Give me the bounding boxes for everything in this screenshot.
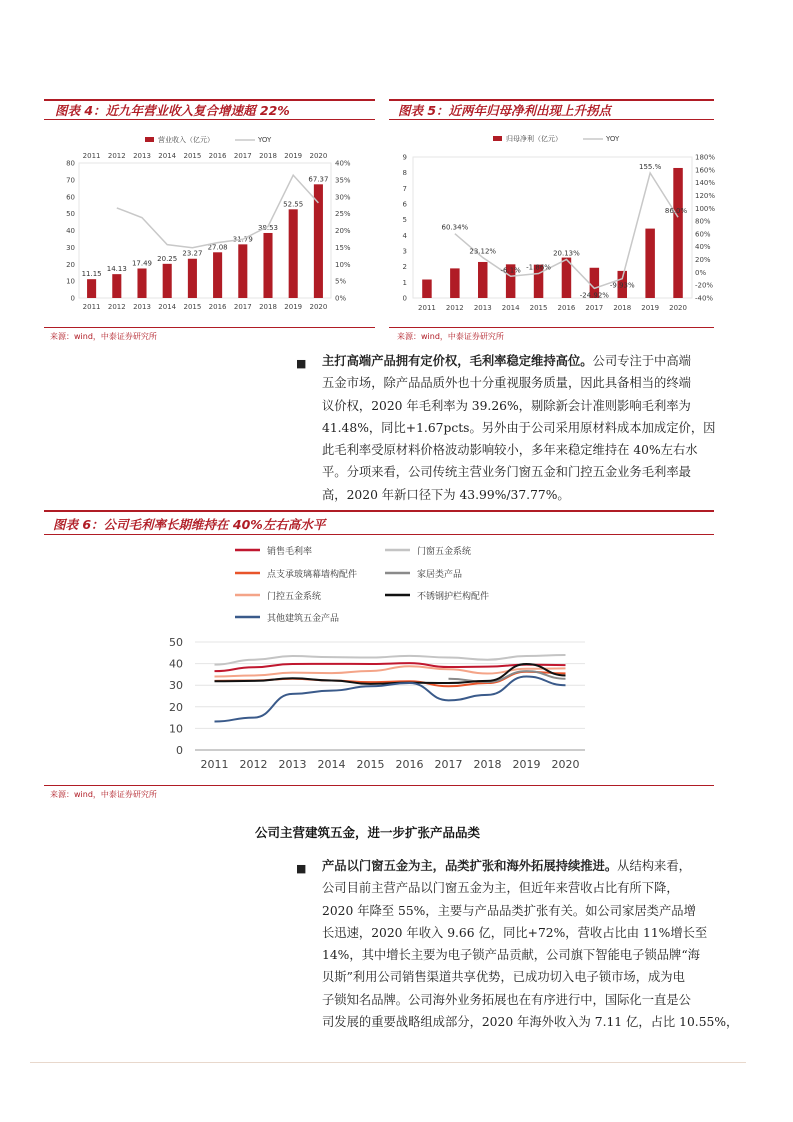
para2-text-7: 司发展的重要战略组成部分，2020 年海外收入为 7.11 亿，占比 10.55%， — [322, 1015, 739, 1030]
fig4-bar-label: 17.49 — [131, 259, 153, 268]
footer-rule — [30, 1062, 746, 1063]
fig4-x-label: 2015 — [183, 303, 202, 311]
fig4-bar-label: 52.55 — [283, 200, 304, 209]
fig6-source: 来源：wind，中泰证券研究所 — [50, 790, 157, 799]
fig4-x-top-label: 2012 — [107, 152, 126, 160]
fig4-bar-label: 20.25 — [157, 254, 178, 263]
fig5-yleft-tick: 3 — [402, 247, 407, 256]
fig5-yoy-label: -9.93% — [609, 281, 635, 290]
para2-bullet: ■ — [296, 862, 307, 875]
para2-text-6: 子锁知名品牌。公司海外业务拓展也在有序进行中，国际化一直是公 — [322, 992, 691, 1007]
fig6-y-tick: 0 — [176, 744, 183, 757]
para1 — [322, 350, 752, 506]
fig5-yright-tick: 120% — [695, 191, 716, 200]
fig5-yoy-label: 20.13% — [553, 249, 580, 258]
fig5-legend-bar-label: 归母净利（亿元） — [506, 135, 562, 143]
fig4-x-top-label: 2016 — [208, 152, 227, 160]
fig5-yright-tick: 60% — [695, 230, 711, 239]
fig4-yright-tick: 0% — [335, 294, 347, 303]
fig4-x-top-label: 2017 — [233, 152, 252, 160]
fig4-bar-label: 31.79 — [232, 235, 253, 244]
fig5-yleft-tick: 9 — [402, 153, 407, 162]
fig6-legend-label: 不锈钢护栏构配件 — [417, 592, 490, 602]
fig4-x-top-label: 2020 — [309, 152, 328, 160]
para2-text-4: 14%，其中增长主要为电子锁产品贡献，公司旗下智能电子锁品牌“海 — [322, 948, 700, 963]
fig4-yright-tick: 5% — [335, 277, 347, 286]
fig5-x-label: 2018 — [613, 304, 632, 312]
fig4-yoy-line — [117, 175, 319, 248]
fig4-x-label: 2016 — [208, 303, 227, 311]
fig4-yright-tick: 15% — [335, 243, 351, 252]
fig4-x-label: 2012 — [107, 303, 126, 311]
fig4-yright-tick: 35% — [335, 176, 351, 185]
fig6-x-label: 2011 — [200, 758, 229, 771]
fig5-yright-tick: 80% — [695, 217, 711, 226]
fig4-yright-tick: 40% — [335, 159, 351, 168]
fig4-x-label: 2020 — [309, 303, 328, 311]
fig5-svg — [393, 130, 718, 320]
fig4-bar-label: 14.13 — [106, 265, 127, 274]
fig6-x-label: 2015 — [356, 758, 385, 771]
fig4-x-top-label: 2011 — [82, 152, 101, 160]
fig4-x-label: 2017 — [233, 303, 252, 311]
fig5-bar — [645, 229, 654, 298]
fig4-legend — [145, 135, 272, 144]
fig4-yleft-tick: 80 — [66, 159, 75, 168]
fig6-x-label: 2020 — [551, 758, 580, 771]
fig6-y-tick: 40 — [169, 657, 183, 671]
fig5-yleft-tick: 1 — [402, 278, 407, 287]
fig5-bar — [478, 262, 487, 298]
fig5-x-label: 2014 — [501, 304, 520, 312]
fig4-x-top-label: 2015 — [183, 152, 202, 160]
fig6-x-label: 2019 — [512, 758, 541, 771]
fig5-yright-tick: -40% — [695, 294, 714, 303]
fig6-legend-label: 点支承玻璃幕墙构配件 — [267, 570, 358, 580]
fig5-bar — [422, 280, 431, 298]
fig6-top-rule — [44, 510, 714, 512]
fig4-x-top-label: 2018 — [259, 152, 277, 160]
fig4-bar-label: 23.27 — [182, 249, 203, 258]
fig6-y-tick: 30 — [169, 679, 183, 693]
fig6-x-label: 2012 — [239, 758, 268, 771]
fig5-yright-tick: 180% — [695, 153, 716, 162]
fig5-x-label: 2015 — [529, 304, 548, 312]
fig5-bottom-rule — [389, 327, 714, 328]
para2 — [322, 855, 752, 1033]
fig4-yleft-tick: 40 — [66, 227, 75, 235]
fig5-x-label: 2011 — [418, 304, 436, 312]
fig5-yright-tick: 160% — [695, 166, 716, 175]
fig5-yright-tick: -20% — [695, 281, 714, 290]
fig4-bar — [238, 244, 247, 298]
para1-bullet: ■ — [296, 357, 307, 370]
fig4-legend-bar-swatch — [145, 137, 154, 142]
fig4-bar — [112, 274, 121, 298]
fig4-bar-label: 11.15 — [81, 270, 102, 279]
fig4-bottom-rule — [44, 327, 375, 328]
fig5-title: 图表 5：近两年归母净利出现上升拐点 — [398, 103, 612, 118]
fig5-yoy-label: 60.34% — [441, 223, 469, 232]
fig4-yleft-tick: 20 — [66, 260, 75, 269]
fig5-yright-tick: 140% — [695, 179, 716, 188]
fig4-yleft-tick: 10 — [66, 277, 75, 286]
para1-text-6: 高，2020 年新口径下为 43.99%/37.77%。 — [322, 487, 570, 502]
fig5-yoy-label: -6.1% — [500, 266, 521, 275]
fig6-legend-label: 其他建筑五金产品 — [267, 614, 340, 624]
fig5-x-label: 2016 — [557, 304, 576, 312]
fig4-x-label: 2018 — [259, 303, 277, 311]
para1-text-3: 41.48%，同比+1.67pcts。另外由于公司采用原材料成本加成定价，因 — [322, 420, 716, 435]
fig5-yleft-tick: 4 — [402, 231, 407, 240]
fig5-yleft-tick: 0 — [402, 294, 407, 303]
fig4-bar — [263, 233, 272, 298]
fig4-bar — [314, 184, 323, 298]
para1-text-4: 此毛利率受原材料价格波动影响较小，多年来稳定维持在 40%左右水 — [322, 443, 698, 458]
fig5-yright-tick: 100% — [695, 204, 716, 213]
fig5-yoy-label: -1.86% — [526, 263, 551, 272]
para1-text-2: 议价权，2020 年毛利率为 39.26%，剔除新会计准则影响毛利率为 — [322, 398, 691, 413]
section-title: 公司主营建筑五金，进一步扩张产品品类 — [255, 825, 481, 840]
fig6-x-label: 2017 — [434, 758, 463, 771]
fig4-bar — [188, 259, 197, 298]
fig4-title: 图表 4：近九年营业收入复合增速超 22% — [55, 103, 290, 118]
fig4-yleft-tick: 70 — [66, 176, 75, 185]
fig4-bar — [137, 268, 146, 298]
fig6-legend-label: 销售毛利率 — [267, 547, 313, 557]
fig5-x-label: 2019 — [641, 304, 660, 312]
para2-text-2: 2020 年降至 55%，主要与产品品类扩张有关。如公司家居类产品增 — [322, 903, 696, 918]
fig5-yoy-label: 155.% — [639, 163, 662, 172]
fig4-bar — [87, 279, 96, 298]
fig4-bar-label: 27.08 — [207, 243, 228, 252]
fig6-x-label: 2013 — [278, 758, 307, 771]
fig4-yright-tick: 25% — [335, 210, 351, 219]
fig5-x-label: 2013 — [473, 304, 492, 312]
fig5-legend-line-label: YOY — [606, 135, 620, 143]
fig4-x-label: 2013 — [133, 303, 151, 311]
para2-line-0 — [322, 855, 752, 877]
para1-text-5: 平。分项来看，公司传统主营业务门窗五金和门控五金业务毛利率最 — [322, 465, 691, 480]
fig5-yright-tick: 20% — [695, 256, 711, 265]
fig5-legend-bar-swatch — [493, 136, 502, 141]
fig5-yleft-tick: 8 — [402, 169, 407, 178]
para2-text-5: 贝斯”利用公司销售渠道共享优势，已成功切入电子锁市场，成为电 — [322, 970, 685, 985]
fig4-yright-tick: 30% — [335, 193, 351, 202]
fig6-title-rule — [44, 534, 714, 535]
fig6-chart — [150, 540, 610, 780]
fig4-legend-bar-label: 营业收入（亿元） — [158, 136, 214, 144]
fig4-source: 来源：wind，中泰证券研究所 — [50, 332, 157, 341]
fig5-x-label: 2012 — [445, 304, 464, 312]
fig5-source: 来源：wind，中泰证券研究所 — [397, 332, 504, 341]
fig5-yoy-label: -24.92% — [579, 291, 609, 300]
fig6-x-label: 2016 — [395, 758, 424, 771]
fig5-legend — [493, 134, 620, 143]
fig4-legend-line-label: YOY — [258, 136, 272, 144]
fig4-x-label: 2019 — [284, 303, 303, 311]
fig6-svg — [150, 540, 610, 780]
fig5-yleft-tick: 7 — [402, 184, 407, 193]
fig5-x-label: 2020 — [669, 304, 687, 312]
fig4-x-label: 2011 — [82, 303, 101, 311]
fig4-x-top-label: 2013 — [133, 152, 151, 160]
fig6-x-label: 2014 — [317, 758, 346, 771]
fig5-yoy-label: 23.12% — [469, 247, 497, 256]
fig4-x-top-label: 2014 — [158, 152, 177, 160]
fig5-x-label: 2017 — [585, 304, 604, 312]
fig6-y-tick: 20 — [169, 700, 183, 714]
fig4-chart — [50, 130, 380, 320]
fig5-title-rule — [389, 119, 714, 120]
fig4-yleft-tick: 60 — [66, 193, 75, 202]
fig5-bar — [450, 268, 459, 298]
fig4-x-top-label: 2019 — [284, 152, 303, 160]
para1-text-0: 公司专注于中高端 — [592, 354, 691, 368]
fig5-yoy-label: 86.0% — [664, 207, 688, 216]
fig6-x-label: 2018 — [473, 758, 502, 771]
fig6-legend-label: 门控五金系统 — [267, 592, 322, 602]
fig6-y-tick: 10 — [169, 722, 183, 736]
fig6-title: 图表 6：公司毛利率长期维持在 40%左右高水平 — [53, 517, 326, 532]
fig4-bar — [289, 209, 298, 298]
para2-text-0: 从结构来看， — [617, 859, 691, 873]
fig5-yleft-tick: 5 — [402, 216, 407, 225]
para1-bold: 主打高端产品拥有定价权，毛利率稳定维持高位。 — [322, 354, 593, 368]
para1-line-0 — [322, 350, 752, 372]
fig5-yleft-tick: 6 — [402, 200, 407, 209]
fig5-yright-tick: 0% — [695, 268, 707, 277]
fig4-bar — [213, 252, 222, 298]
fig4-yleft-tick: 0 — [70, 294, 75, 303]
fig6-legend-label: 家居类产品 — [417, 570, 463, 580]
fig5-yright-tick: 40% — [695, 243, 711, 252]
fig6-bottom-rule — [44, 785, 714, 786]
fig4-bar-label: 67.37 — [308, 175, 329, 184]
para2-text-3: 长迅速，2020 年收入 9.66 亿，同比+72%，营收占比由 11%增长至 — [322, 925, 708, 940]
fig4-yleft-tick: 30 — [66, 243, 75, 252]
fig4-yright-tick: 20% — [335, 227, 351, 235]
fig6-y-tick: 50 — [169, 636, 183, 649]
para2-bold: 产品以门窗五金为主，品类扩张和海外拓展持续推进。 — [322, 859, 618, 873]
fig5-bar — [673, 168, 682, 298]
fig4-title-rule — [44, 119, 375, 120]
fig4-yright-tick: 10% — [335, 260, 351, 269]
para1-text-1: 五金市场，除产品品质外也十分重视服务质量，因此具备相当的终端 — [322, 376, 691, 391]
para2-text-1: 公司目前主营产品以门窗五金为主，但近年来营收占比有所下降， — [322, 881, 679, 896]
fig4-bar — [163, 264, 172, 298]
fig4-svg — [50, 130, 380, 320]
fig5-chart — [393, 130, 718, 320]
fig4-x-label: 2014 — [158, 303, 177, 311]
fig4-yleft-tick: 50 — [66, 210, 75, 219]
fig4-bar-label: 38.53 — [257, 223, 279, 232]
fig5-yleft-tick: 2 — [402, 263, 407, 272]
fig6-legend-label: 门窗五金系统 — [417, 547, 472, 557]
